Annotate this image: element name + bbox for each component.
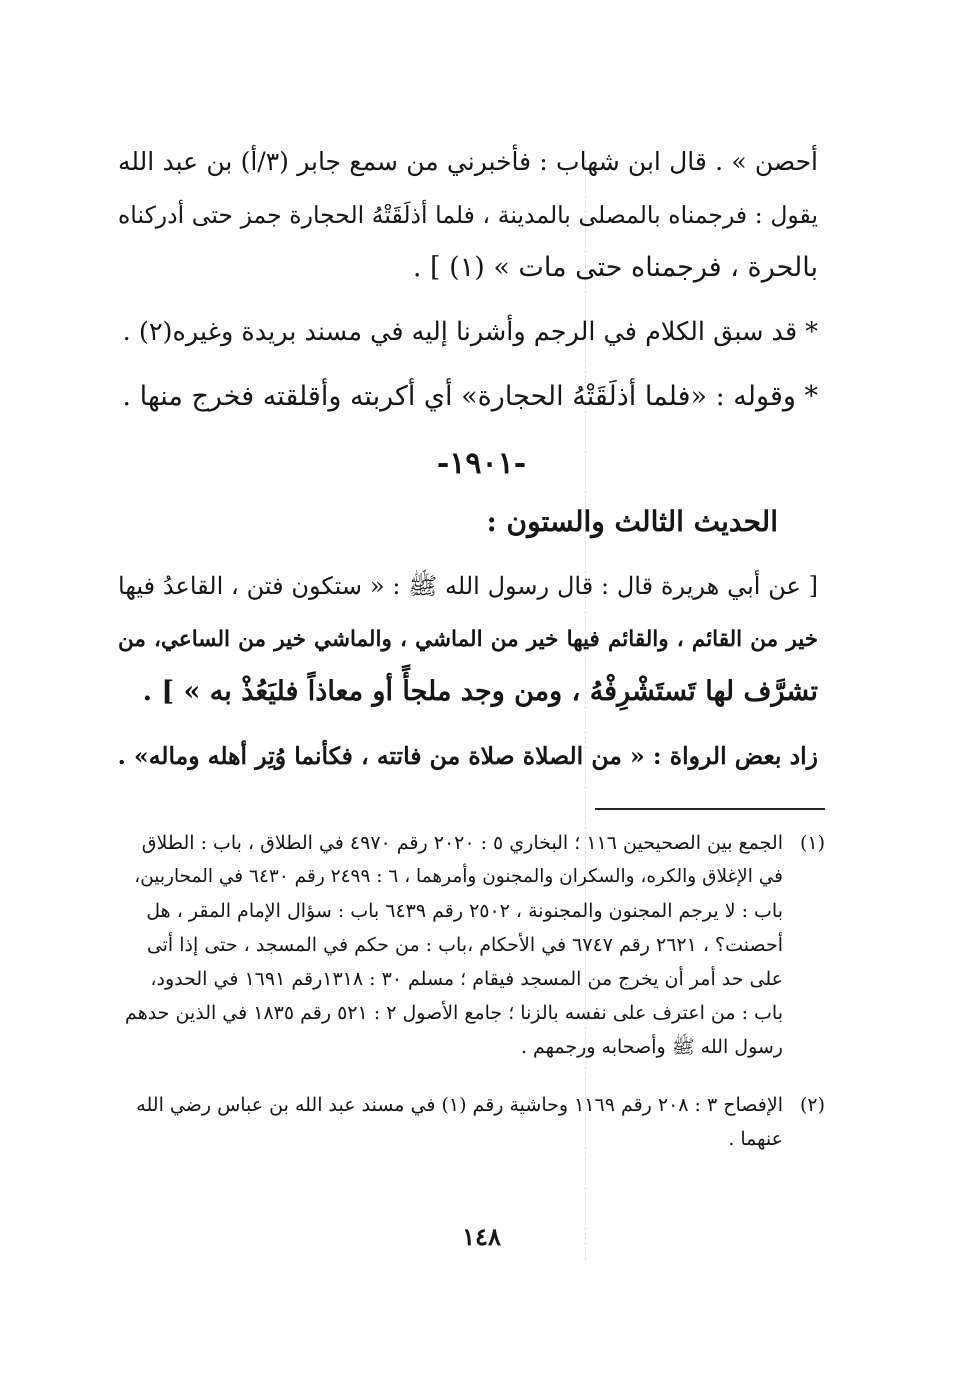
footnote-2-line-2: عنهما . [728,1128,783,1150]
footnote-1-number: (١) [799,832,825,854]
commentary-line-1: * قد سبق الكلام في الرجم وأشرنا إليه في مسند بريدة وغيره(٢) . [122,317,818,347]
footnote-1-line-2: في الإغلاق والكره، والسكران والمجنون وأمرهما ، ٦ : ٢٤٩٩ رقم ٦٤٣٠ في المحاربين، [134,866,783,887]
footnote-separator [595,808,825,810]
footnote-1-line-1: الجمع بين الصحيحين ١١٦ ؛ البخاري ٥ : ٢٠٢٠ رقم ٤٩٧٠ في الطلاق ، باب : الطلاق [141,832,783,854]
commentary-line-2: * وقوله : «فلما أذلَقَتْهُ الحجارة» أي أكربته وأقلقته فخرج منها . [122,381,818,412]
body-line-2: يقول : فرجمناه بالمصلى بالمدينة ، فلما أذلَقَتْهُ الحجارة جمز حتى أدركناه [118,201,818,229]
footnote-1-line-6: باب : من اعترف على نفسه بالزنا ؛ جامع الأصول ٢ : ٥٢١ رقم ١٨٣٥ في الذين حدهم [125,1002,783,1024]
hadith-addition-line: زاد بعض الرواة : « من الصلاة صلاة من فاتته ، فكأنما وُتِر أهله وماله» . [117,742,818,770]
hadith-number: -١٩٠١- [436,446,527,481]
section-title: الحديث الثالث والستون : [486,505,778,538]
body-line-3: بالحرة ، فرجمناه حتى مات » (١) ] . [412,252,818,283]
body-line-1: أحصن » . قال ابن شهاب : فأخبرني من سمع جابر (٣/أ) بن عبد الله [118,147,818,176]
footnote-1-line-5: على حد أمر أن يخرج من المسجد فيقام ؛ مسلم ٣٠ : ١٣١٨رقم ١٦٩١ في الحدود، [150,968,783,990]
footnote-2-number: (٢) [799,1094,825,1116]
footnote-1-line-3: باب : لا يرجم المجنون والمجنونة ، ٢٥٠٢ رقم ٦٤٣٩ باب : سؤال الإمام المقر ، هل [146,900,783,922]
footnote-1-line-7: رسول الله ﷺ وأصحابه ورجمهم . [520,1036,783,1058]
hadith-line-3: تشرَّف لها تَستَشْرِفْهُ ، ومن وجد ملجأً أو معاذاً فليَعُذْ به » ] . [142,676,818,707]
footnote-1-line-4: أحصنت؟ ، ٢٦٢١ رقم ٦٧٤٧ في الأحكام ،باب : من حكم في المسجد ، حتى إذا أتى [146,934,783,956]
hadith-line-2: خير من القائم ، والقائم فيها خير من الماشي ، والماشي خير من الساعي، من [118,627,818,652]
page-number: ١٤٨ [462,1222,501,1251]
hadith-line-1: [ عن أبي هريرة قال : قال رسول الله ﷺ : « ستكون فتن ، القاعدُ فيها [118,572,818,600]
footnote-2-line-1: الإفصاح ٣ : ٢٠٨ رقم ١١٦٩ وحاشية رقم (١) في مسند عبد الله بن عباس رضي الله [136,1094,783,1116]
